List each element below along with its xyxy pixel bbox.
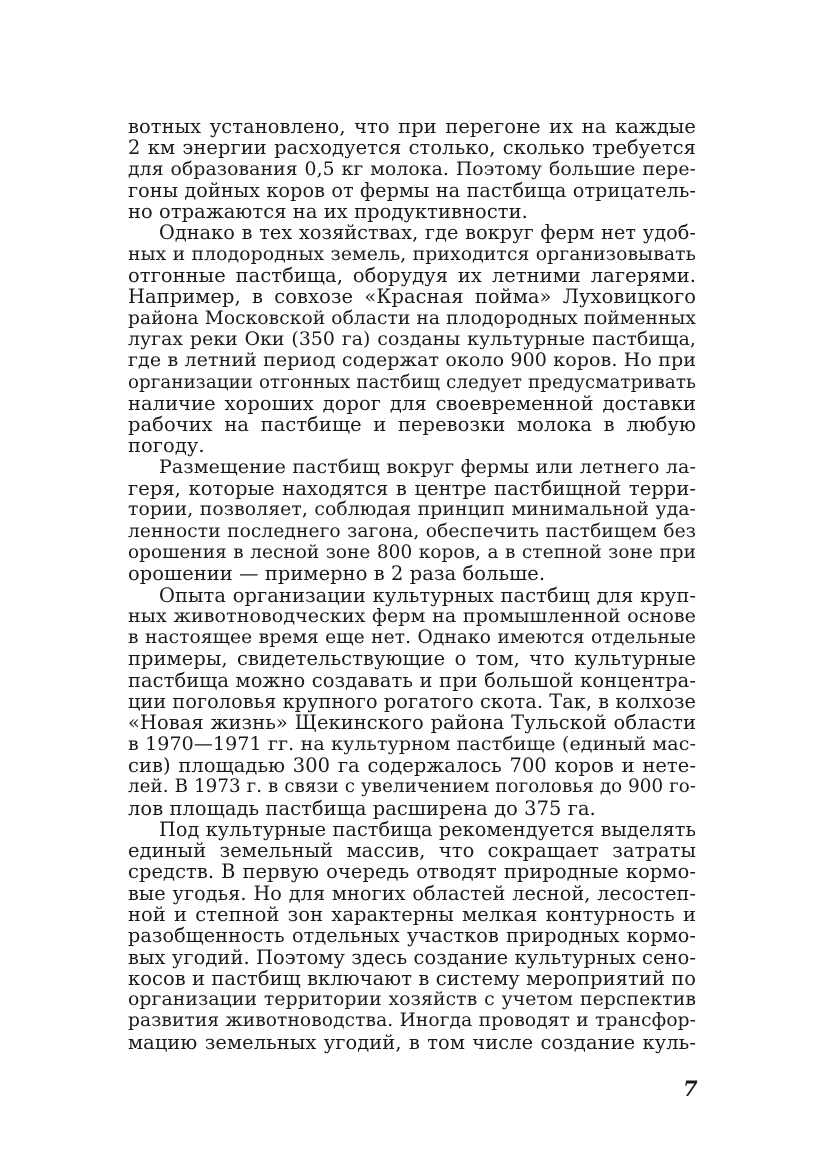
- text-line: единый земельный массив, что сокращает затраты: [128, 839, 696, 863]
- text-line: мацию земельных угодий, в том числе создание куль-: [128, 1030, 696, 1054]
- text-line: Под культурные пастбища рекомендуется выделять: [159, 817, 696, 841]
- paragraph: [128, 819, 696, 1053]
- text-line: Однако в тех хозяйствах, где вокруг ферм нет удоб-: [159, 221, 696, 245]
- text-line: пастбища можно создавать и при большой концентра-: [128, 668, 696, 692]
- text-line: примеры, свидетельствующие о том, что культурные: [128, 647, 696, 671]
- text-line: развития животноводства. Иногда проводят и трансфор-: [128, 1010, 696, 1032]
- text-line: лугах реки Оки (350 га) созданы культурные пастбища,: [128, 328, 696, 350]
- text-line: ных и плодородных земель, приходится организовывать: [128, 243, 696, 265]
- text-line: 2 км энергии расходуется столько, сколько требуется: [128, 136, 696, 160]
- text-line: тории, позволяет, соблюдая принцип минимальной уда-: [128, 499, 696, 521]
- text-line: для образования 0,5 кг молока. Поэтому большие пере-: [128, 158, 696, 180]
- paragraph: [128, 585, 696, 819]
- text-line: рабочих на пастбище и перевозки молока в любую: [128, 413, 696, 437]
- text-line: геря, которые находятся в центре пастбищной терри-: [128, 477, 696, 501]
- text-line: сив) площадью 300 га содержалось 700 коров и нете-: [128, 753, 696, 777]
- page-number: 7: [683, 1076, 698, 1101]
- text-line: орошении — примерно в 2 раза больше.: [128, 562, 546, 586]
- text-line: организации отгонных пастбищ следует предусматривать: [128, 371, 696, 393]
- text-line: гоны дойных коров от фермы на пастбища отрицатель-: [128, 178, 696, 202]
- text-line: где в летний период содержат около 900 коров. Но при: [128, 349, 696, 372]
- text-line: в настоящее время еще нет. Однако имеются отдельные: [128, 627, 696, 649]
- text-line: Опыта организации культурных пастбищ для круп-: [159, 583, 696, 607]
- text-line: ной и степной зон характерны мелкая контурность и: [128, 902, 696, 926]
- paragraph: [128, 457, 696, 585]
- text-line: Например, в совхозе «Красная пойма» Луховицкого: [128, 285, 696, 309]
- text-line: отгонные пастбища, оборудуя их летними лагерями.: [128, 264, 696, 288]
- text-line: наличие хороших дорог для своевременной доставки: [128, 391, 696, 415]
- text-line: орошения в лесной зоне 800 коров, а в степной зоне при: [128, 541, 696, 563]
- text-line: вотных установлено, что при перегоне их на каждые: [128, 115, 696, 138]
- text-line: погоду.: [128, 434, 205, 458]
- text-line: организации территории хозяйств с учетом перспектив: [128, 989, 696, 1011]
- text-line: района Московской области на плодородных пойменных: [128, 307, 696, 329]
- page-body: [128, 116, 696, 1053]
- text-line: косов и пастбищ включают в систему мероприятий по: [128, 966, 696, 990]
- text-line: средств. В первую очередь отводят природные кормо-: [128, 860, 696, 884]
- text-line: но отражаются на их продуктивности.: [128, 200, 528, 224]
- text-line: вые угодья. Но для многих областей лесной, лесостеп-: [128, 881, 696, 905]
- text-line: в 1970—1971 гг. на культурном пастбище (единый мас-: [128, 732, 696, 755]
- text-line: ции поголовья крупного рогатого скота. Так, в колхозе: [128, 690, 696, 714]
- text-line: ленности последнего загона, обеспечить пастбищем без: [128, 520, 696, 542]
- text-line: разобщенность отдельных участков природных кормо-: [128, 924, 696, 948]
- text-line: Размещение пастбищ вокруг фермы или летнего ла-: [159, 455, 696, 478]
- paragraph: [128, 222, 696, 456]
- text-line: ных животноводческих ферм на промышленной основе: [128, 604, 696, 627]
- text-line: лей. В 1973 г. в связи с увеличением поголовья до 900 го-: [128, 776, 696, 798]
- text-line: вых угодий. Поэтому здесь создание культурных сено-: [128, 945, 696, 969]
- text-line: лов площадь пастбища расширена до 375 га.: [128, 796, 596, 820]
- text-line: «Новая жизнь» Щекинского района Тульской области: [128, 711, 696, 735]
- paragraph: [128, 116, 696, 222]
